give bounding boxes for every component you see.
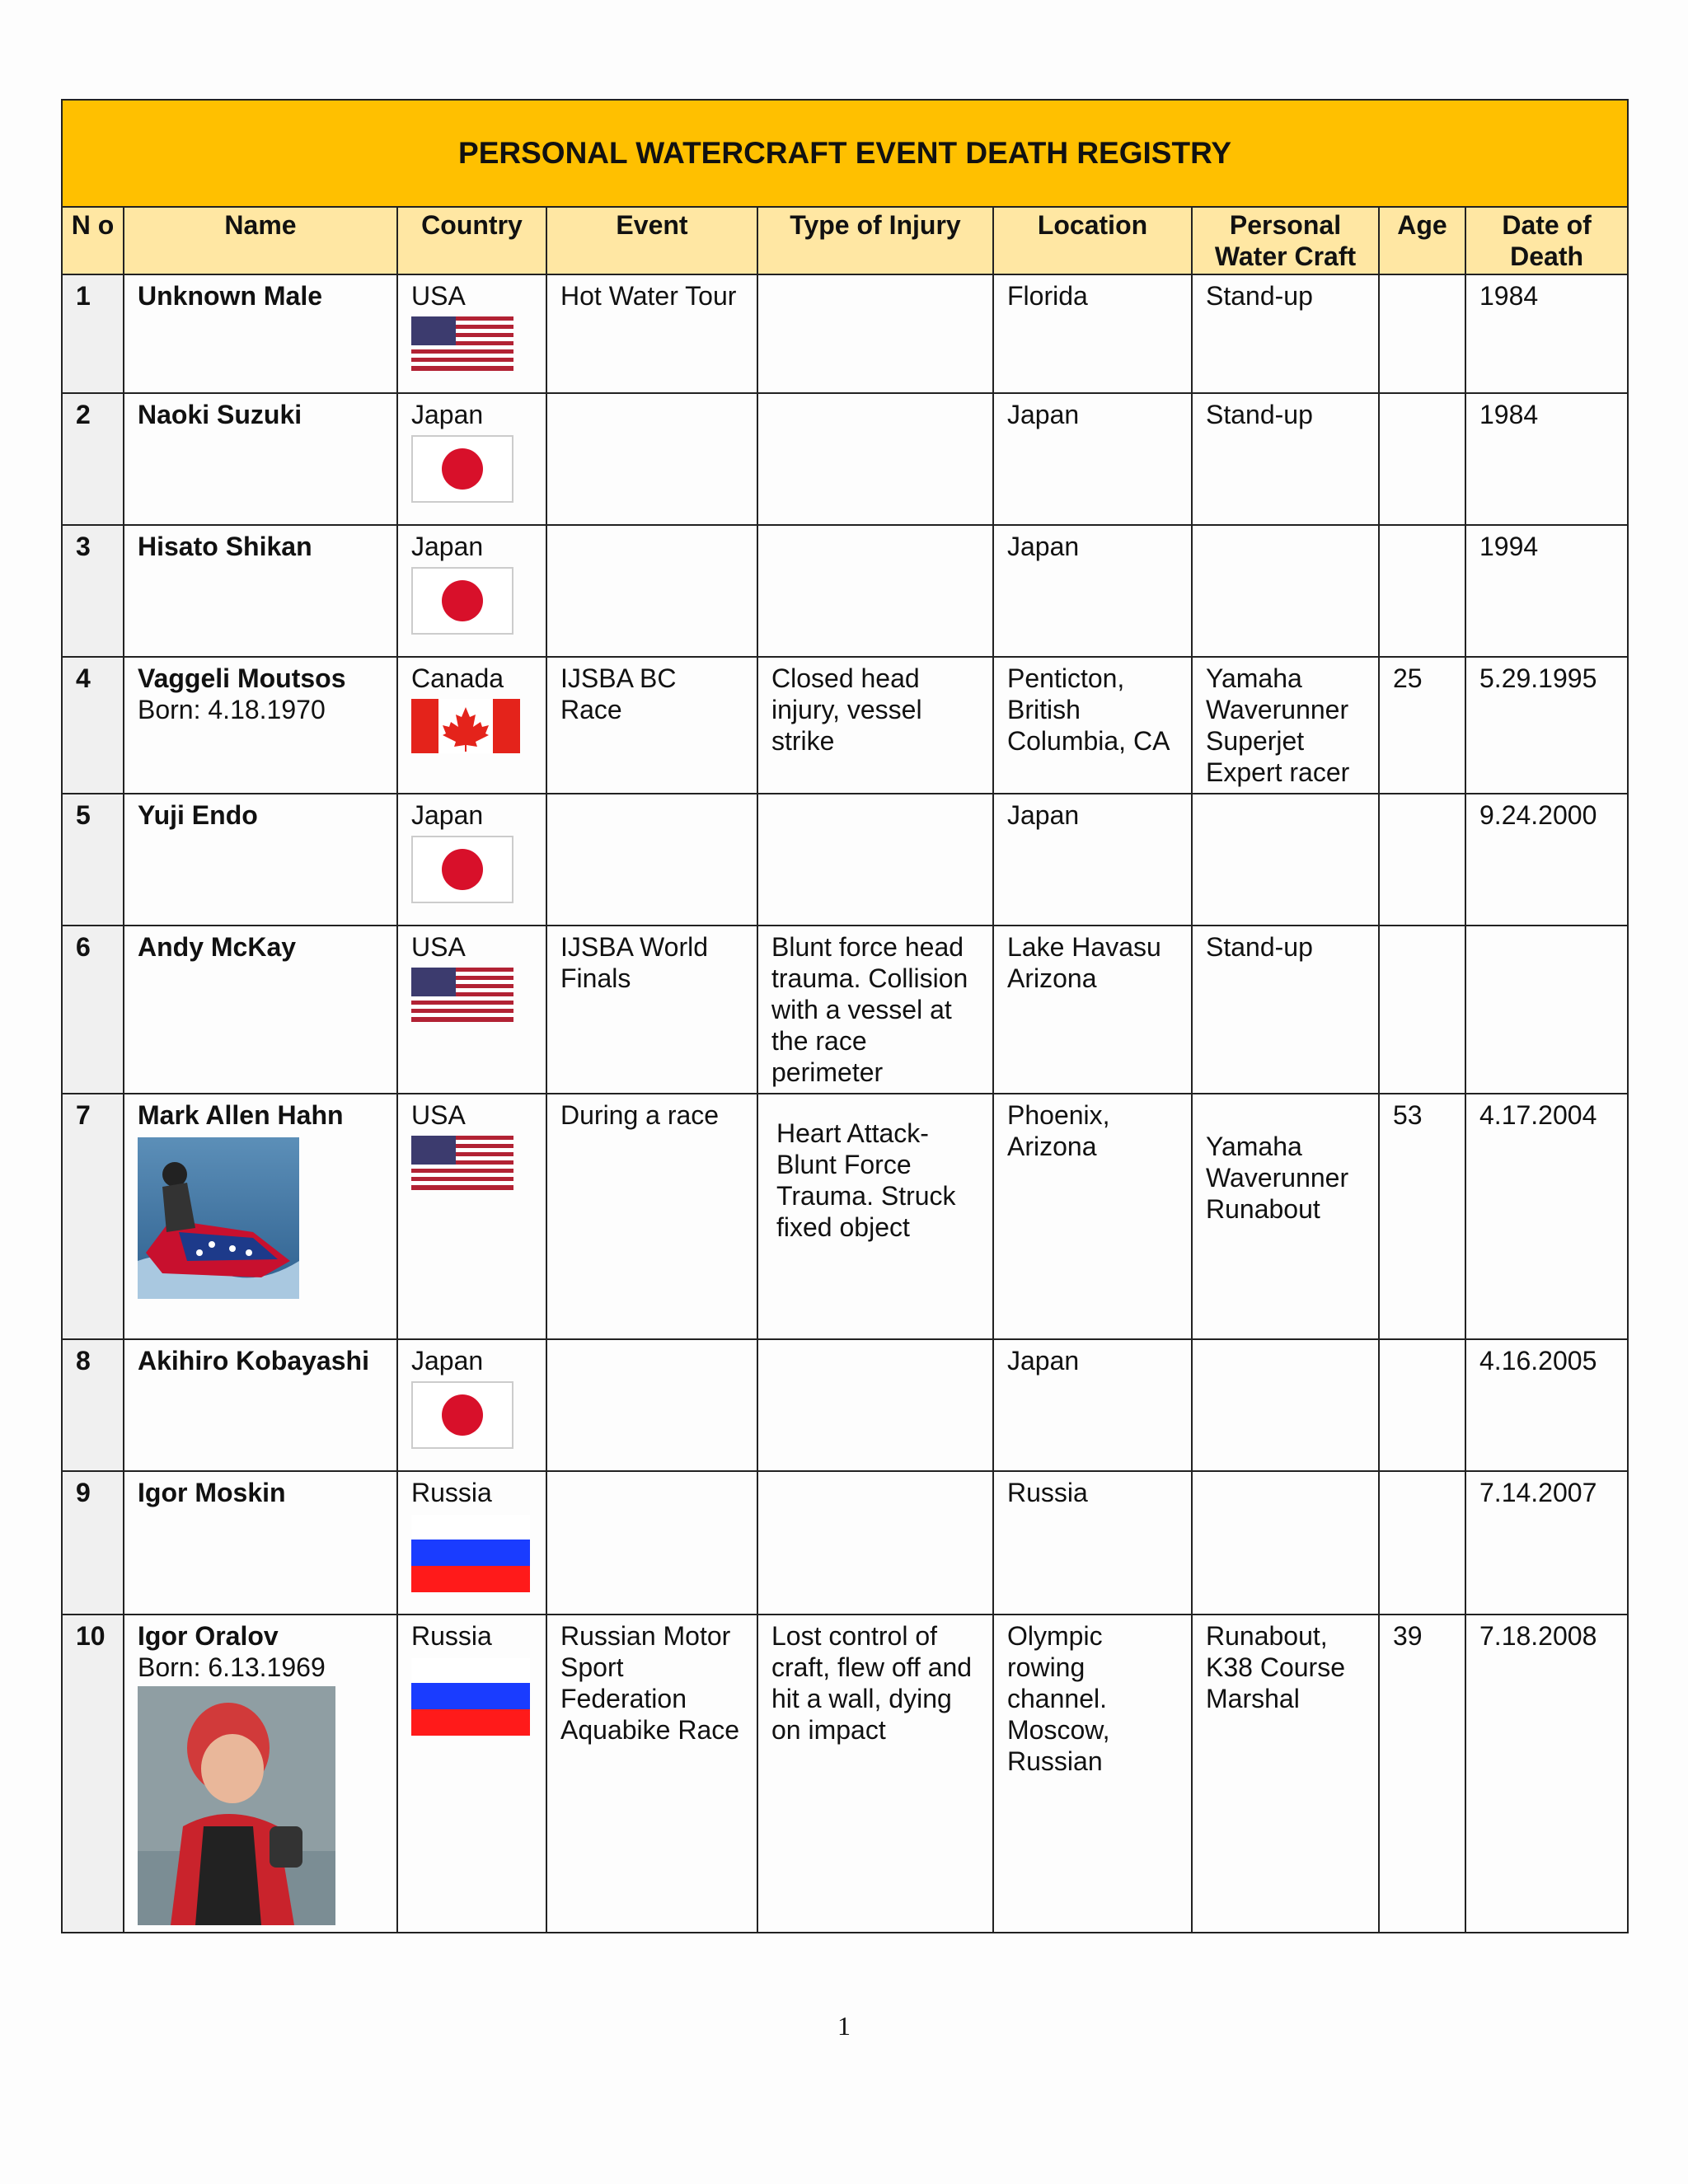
table-row xyxy=(62,794,1628,926)
watercraft xyxy=(1192,794,1379,926)
event: During a race xyxy=(546,1094,757,1339)
country: Russia xyxy=(411,1621,492,1651)
location: Japan xyxy=(993,1339,1192,1471)
table-row xyxy=(62,1615,1628,1933)
injury xyxy=(757,1339,993,1471)
injury xyxy=(757,1471,993,1615)
date-of-death: 1994 xyxy=(1465,525,1628,657)
birth-date: Born: 6.13.1969 xyxy=(138,1652,326,1682)
age: 39 xyxy=(1379,1615,1465,1933)
table-row xyxy=(62,525,1628,657)
date-of-death: 4.16.2005 xyxy=(1465,1339,1628,1471)
injury: Heart Attack- Blunt Force Trauma. Struck fixed object xyxy=(776,1118,956,1242)
country: Canada xyxy=(411,663,504,693)
canada-flag-icon xyxy=(411,699,520,753)
location: Penticton, British Columbia, CA xyxy=(993,657,1192,794)
japan-flag-icon xyxy=(411,1381,513,1449)
injury: Blunt force head trauma. Collision with a vessel at the race perimeter xyxy=(757,926,993,1094)
header-date: Date of Death xyxy=(1465,207,1628,274)
row-number: 3 xyxy=(62,525,124,657)
header-pwc: Personal Water Craft xyxy=(1192,207,1379,274)
event xyxy=(546,1471,757,1615)
row-number: 4 xyxy=(62,657,124,794)
date-of-death: 7.18.2008 xyxy=(1465,1615,1628,1933)
injury xyxy=(757,794,993,926)
russia-flag-icon xyxy=(411,1515,530,1592)
country: USA xyxy=(411,1100,466,1130)
table-row xyxy=(62,1094,1628,1339)
injury: Lost control of craft, flew off and hit a wall, dying on impact xyxy=(757,1615,993,1933)
event: Hot Water Tour xyxy=(546,274,757,393)
country: Russia xyxy=(411,1478,492,1507)
country: Japan xyxy=(411,1346,484,1376)
person-name: Naoki Suzuki xyxy=(138,400,302,429)
location: Florida xyxy=(993,274,1192,393)
age xyxy=(1379,794,1465,926)
header-age: Age xyxy=(1379,207,1465,274)
birth-date: Born: 4.18.1970 xyxy=(138,695,326,724)
row-number: 1 xyxy=(62,274,124,393)
row-number: 9 xyxy=(62,1471,124,1615)
country: USA xyxy=(411,281,466,311)
row-number: 10 xyxy=(62,1615,124,1933)
location: Olympic rowing channel. Moscow, Russian xyxy=(993,1615,1192,1933)
injury: Closed head injury, vessel strike xyxy=(757,657,993,794)
location: Phoenix, Arizona xyxy=(993,1094,1192,1339)
event: IJSBA BC Race xyxy=(546,657,757,794)
date-of-death: 9.24.2000 xyxy=(1465,794,1628,926)
country: Japan xyxy=(411,800,484,830)
us-flag-icon xyxy=(411,316,513,371)
age xyxy=(1379,926,1465,1094)
watercraft: Stand-up xyxy=(1192,274,1379,393)
person-name: Akihiro Kobayashi xyxy=(138,1346,369,1376)
row-number: 7 xyxy=(62,1094,124,1339)
person-name: Mark Allen Hahn xyxy=(138,1100,344,1130)
event xyxy=(546,393,757,525)
country: Japan xyxy=(411,532,484,561)
age: 53 xyxy=(1379,1094,1465,1339)
location: Russia xyxy=(993,1471,1192,1615)
watercraft xyxy=(1192,1471,1379,1615)
age xyxy=(1379,274,1465,393)
date-of-death: 1984 xyxy=(1465,393,1628,525)
person-photo xyxy=(138,1686,335,1925)
injury xyxy=(757,393,993,525)
row-number: 6 xyxy=(62,926,124,1094)
person-name: Igor Moskin xyxy=(138,1478,286,1507)
russia-flag-icon xyxy=(411,1658,530,1736)
watercraft-racer-photo xyxy=(138,1137,299,1299)
date-of-death: 4.17.2004 xyxy=(1465,1094,1628,1339)
table-row xyxy=(62,393,1628,525)
header-no: N o xyxy=(62,207,124,274)
watercraft: Yamaha Waverunner Superjet Expert racer xyxy=(1192,657,1379,794)
age xyxy=(1379,525,1465,657)
japan-flag-icon xyxy=(411,435,513,503)
person-name: Vaggeli Moutsos xyxy=(138,663,346,693)
person-name: Hisato Shikan xyxy=(138,532,312,561)
header-event: Event xyxy=(546,207,757,274)
row-number: 8 xyxy=(62,1339,124,1471)
person-name: Andy McKay xyxy=(138,932,297,962)
us-flag-icon xyxy=(411,1136,513,1190)
date-of-death: 1984 xyxy=(1465,274,1628,393)
location: Japan xyxy=(993,525,1192,657)
table-row xyxy=(62,657,1628,794)
header-location: Location xyxy=(993,207,1192,274)
japan-flag-icon xyxy=(411,567,513,635)
event xyxy=(546,794,757,926)
injury xyxy=(757,525,993,657)
person-name: Igor Oralov xyxy=(138,1621,279,1651)
header-country: Country xyxy=(397,207,546,274)
watercraft xyxy=(1192,1339,1379,1471)
death-registry-table xyxy=(61,99,1629,1933)
watercraft: Stand-up xyxy=(1192,393,1379,525)
country: USA xyxy=(411,932,466,962)
watercraft: Yamaha Waverunner Runabout xyxy=(1206,1132,1349,1224)
event xyxy=(546,525,757,657)
person-name: Yuji Endo xyxy=(138,800,258,830)
date-of-death: 5.29.1995 xyxy=(1465,657,1628,794)
page-number: 1 xyxy=(837,2011,851,2041)
location: Lake Havasu Arizona xyxy=(993,926,1192,1094)
row-number: 5 xyxy=(62,794,124,926)
header-name: Name xyxy=(124,207,397,274)
date-of-death xyxy=(1465,926,1628,1094)
injury xyxy=(757,274,993,393)
us-flag-icon xyxy=(411,968,513,1022)
table-row xyxy=(62,1339,1628,1471)
location: Japan xyxy=(993,393,1192,525)
japan-flag-icon xyxy=(411,836,513,903)
age xyxy=(1379,393,1465,525)
event xyxy=(546,1339,757,1471)
row-number: 2 xyxy=(62,393,124,525)
watercraft xyxy=(1192,525,1379,657)
table-row xyxy=(62,274,1628,393)
event: Russian Motor Sport Federation Aquabike Race xyxy=(546,1615,757,1933)
event: IJSBA World Finals xyxy=(546,926,757,1094)
location: Japan xyxy=(993,794,1192,926)
registry-title: PERSONAL WATERCRAFT EVENT DEATH REGISTRY xyxy=(62,100,1628,207)
age xyxy=(1379,1471,1465,1615)
table-row xyxy=(62,1471,1628,1615)
watercraft: Stand-up xyxy=(1192,926,1379,1094)
age xyxy=(1379,1339,1465,1471)
watercraft: Runabout, K38 Course Marshal xyxy=(1192,1615,1379,1933)
country: Japan xyxy=(411,400,484,429)
header-injury: Type of Injury xyxy=(757,207,993,274)
date-of-death: 7.14.2007 xyxy=(1465,1471,1628,1615)
age: 25 xyxy=(1379,657,1465,794)
person-name: Unknown Male xyxy=(138,281,323,311)
table-row xyxy=(62,926,1628,1094)
